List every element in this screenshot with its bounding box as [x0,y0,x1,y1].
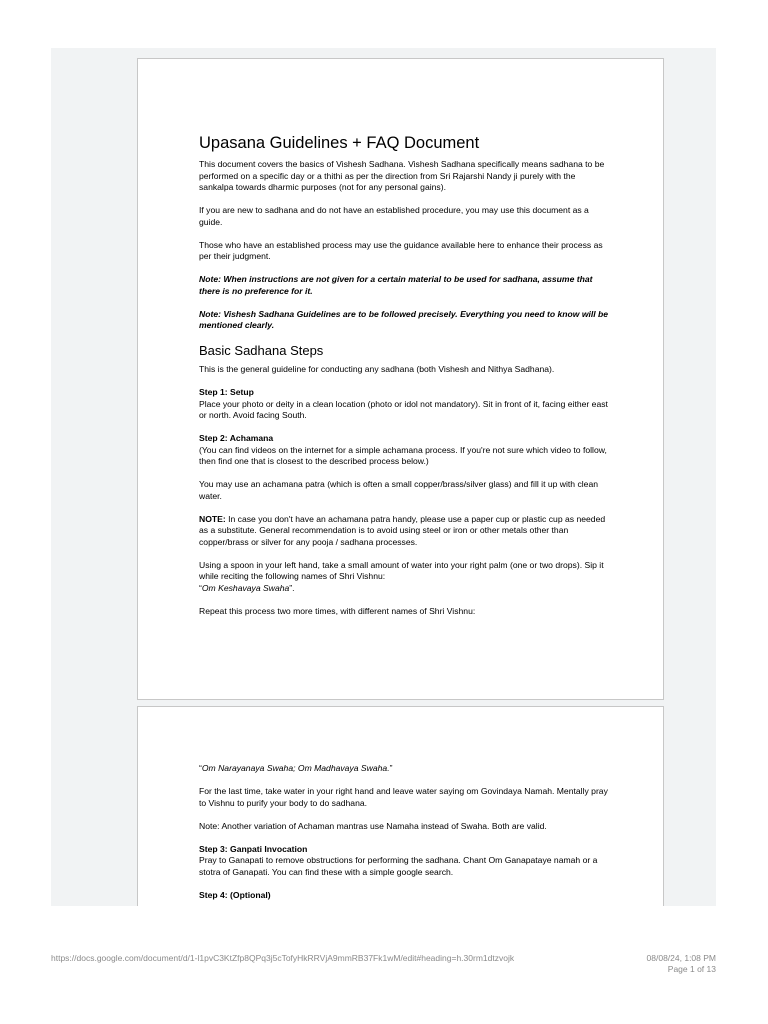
last-time-paragraph: For the last time, take water in your right hand and leave water saying om Govindaya Namah. Mentally pray to Vishnu to purify your body to do sadhana. [199,786,608,808]
substitute-note-paragraph [199,514,609,549]
document-title: Upasana Guidelines + FAQ Document [199,134,480,152]
document-viewer[interactable] [51,48,716,906]
narayanaya-mantra: Om Narayanaya Swaha; Om Madhavaya Swaha. [201,763,390,773]
document-page-1 [137,58,664,700]
mantra-close-quote-2: ” [389,763,393,773]
intro-paragraph: This document covers the basics of Vishesh Sadhana. Vishesh Sadhana specifically means sadhana to be performed on a specific day or a thithi as per the direction from Sri Rajarshi Nandy ji purely with the sankalpa towards dharmic purposes (not for any personal gains). [199,159,605,192]
guidelines-note: Note: Vishesh Sadhana Guidelines are to be followed precisely. Everything you need to know will be mentioned clearly. [199,308,609,330]
narayanaya-mantra-paragraph [199,763,609,775]
new-to-sadhana-paragraph: If you are new to sadhana and do not have an established procedure, you may use this document as a guide. [199,205,589,227]
document-page-2 [137,706,664,906]
footer-meta [647,953,716,975]
page-1-content [199,133,609,629]
step-4-heading: Step 4: (Optional) [199,889,271,900]
step-3-block [199,844,609,879]
step-4-block [199,890,609,902]
step-2-block [199,433,609,468]
step-2-text: (You can find videos on the internet for a simple achamana process. If you're not sure which video to follow, then find one that is closest to the described process below.) [199,444,607,466]
repeat-paragraph: Repeat this process two more times, with different names of Shri Vishnu: [199,605,476,616]
page-2-content [199,763,609,906]
step-1-block [199,387,609,422]
step-3-text: Pray to Ganapati to remove obstructions for performing the sadhana. Chant Om Ganapataye namah or a stotra of Ganapati. You can find these with a simple google search. [199,855,598,877]
step-1-heading: Step 1: Setup [199,387,254,397]
keshavaya-mantra: Om Keshavaya Swaha [201,582,290,593]
achamana-patra-paragraph: You may use an achamana patra (which is often a small copper/brass/silver glass) and fill it up with clean water. [199,479,599,501]
section-heading-basic-steps: Basic Sadhana Steps [199,343,324,358]
general-guideline-paragraph: This is the general guideline for conducting any sadhana (both Vishesh and Nithya Sadhana). [199,364,555,374]
established-process-paragraph: Those who have an established process may use the guidance available here to enhance their process as per their judgment. [199,239,603,261]
variation-note-paragraph: Note: Another variation of Achaman mantras use Namaha instead of Swaha. Both are valid. [199,820,547,831]
step-3-heading: Step 3: Ganpati Invocation [199,843,308,854]
step-2-heading: Step 2: Achamana [199,433,274,443]
footer-url: https://docs.google.com/document/d/1-l1pvC3KtZfp8QPq3j5cTofyHkRRVjA9mmRB37Fk1wM/edit#heading=h.30rm1dtzvojk [51,953,515,963]
spoon-paragraph [199,560,609,595]
mantra-open-quote-2: “ [199,763,202,773]
page-number: Page 1 of 13 [667,964,716,974]
note-label: NOTE: [199,513,226,524]
spoon-text: Using a spoon in your left hand, take a small amount of water into your right palm (one or two drops). Sip it while reciting the following names of Shri Vishnu: [199,559,604,581]
mantra-open-quote: “ [199,582,202,593]
print-datetime: 08/08/24, 1:08 PM [646,953,716,963]
material-note: Note: When instructions are not given for a certain material to be used for sadhana, assume that there is no preference for it. [199,274,593,296]
mantra-close-quote: ”. [289,582,295,593]
step-1-text: Place your photo or deity in a clean location (photo or idol not mandatory). Sit in front of it, facing either east or north. Avoid facing South. [199,398,608,420]
note-text: In case you don't have an achamana patra handy, please use a paper cup or plastic cup as needed as a substitute. General recommendation is to avoid using steel or iron or other metals other than copper/brass or silver for any pooja / sadhana processes. [199,513,606,547]
